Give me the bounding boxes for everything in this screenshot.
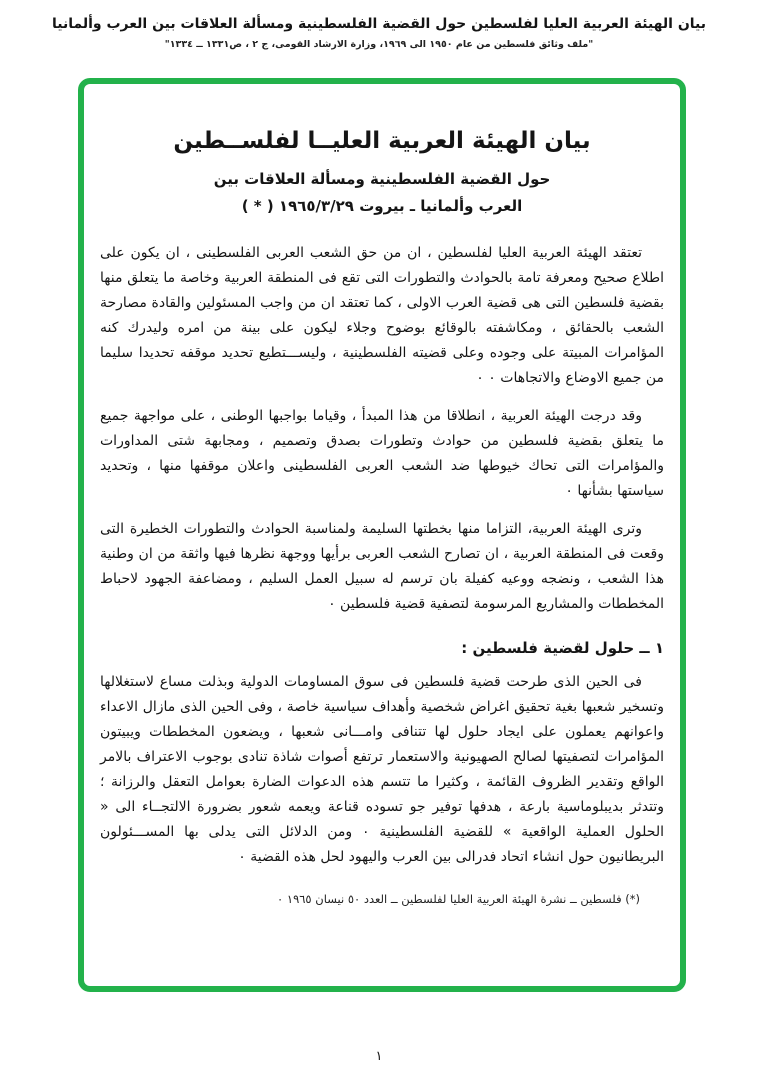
document-title: بيان الهيئة العربية العليــا لفلســطين [173,128,591,154]
document-subtitle-line1: حول القضية الفلسطينية ومسألة العلاقات بين [213,170,551,188]
citation-header [0,16,758,50]
body-paragraph-2: وقد درجت الهيئة العربية ، انطلاقا من هذا المبدأ ، وقياما بواجبها الوطنى ، على مواجهة جميع ما يتعلق بقضية فلسطين من حوادث وتطورات بصدق وتصميم ، ومجابهة شتى المداورات والمؤامرات التى تحاك خيوطها ضد الشعب العربى الفلسطينى واعلان موقفها منها ، وتحديد سياستها بشأنها ٠ [100,408,664,499]
section-1-heading: ١ ــ حلول لقضية فلسطين : [461,639,664,657]
citation-title: بيان الهيئة العربية العليا لفلسطين حول القضية الفلسطينية ومسألة العلاقات بين العرب وألمانيا [51,16,707,32]
document-green-frame [78,78,686,992]
citation-source: "ملف وثائق فلسطين من عام ١٩٥٠ الى ١٩٦٩، وزارة الارشاد القومى، ج ٢ ، ص١٣٣١ ــ ١٣٣٤" [164,39,594,50]
document-subtitle-line2: العرب وألمانيا ـ بيروت ١٩٦٥/٣/٢٩ ( * ) [241,197,523,215]
footnote: (*) فلسطين ــ نشرة الهيئة العربية العليا لفلسطين ــ العدد ٥٠ نيسان ١٩٦٥ ٠ [277,892,640,906]
body-paragraph-3: وترى الهيئة العربية، التزاما منها بخطتها السليمة ولمناسبة الحوادث والتطورات الخطيرة التى وقعت فى المنطقة العربية ، ان تصارح الشعب العربى برأيها ووجهة نظرها فيها واثقة من ان وطنية هذا الشعب ، ونضجه ووعيه كفيلة بان ترسم له سبيل العمل السليم ، ومضاعفة الجهود لاحباط المخططات والمشاريع المرسومة لتصفية قضية فلسطين ٠ [100,521,664,612]
body-paragraph-1: تعتقد الهيئة العربية العليا لفلسطين ، ان من حق الشعب العربى الفلسطينى ، ان يكون على اطلاع صحيح ومعرفة تامة بالحوادث والتطورات التى تقع فى المنطقة العربية وخاصة ما يتعلق منها بقضية فلسطين التى هى قضية العرب الاولى ، كما تعتقد ان من واجب المسئولين والقادة مصارحة الشعب بالحقائق ، ومكاشفته بالوقائع بوضوح وجلاء ليكون على بينة من امره وليدرك كنه المؤامرات المبيتة على وجوده وعلى قضيته الفلسطينية ، وليســـتطيع تحديد موقفه تحديدا سليما من جميع الاوضاع والاتجاهات ٠ ٠ [100,245,664,386]
section-1-paragraph: فى الحين الذى طرحت قضية فلسطين فى سوق المساومات الدولية وبذلت مساع لاستغلالها وتسخير شعبها بغية تحقيق اغراض شخصية وأهداف سياسية خاصة ، وفى الحين الذى مازال الاعداء واعوانهم يعملون على ايجاد حلول لها تتنافى وامـــانى شعبها ، ويضعون المخططات ويبيتون المؤامرات لتصفيتها لصالح الصهيونية والاستعمار ترتفع أصوات شاذة تنادى بوجوب الاعتراف بالامر الواقع وتقدير الظروف القائمة ، وكثيرا ما تتسم هذه الدعوات الضارة بعوامل التعقل والرزانة ؛ وتتدثر بديبلوماسية بارعة ، هدفها توفير جو تسوده قناعة ويعمه شعور بضرورة الالتجــاء الى « الحلول العملية الواقعية » للقضية الفلسطينية ٠ ومن الدلائل التى يدلى بها المســـئولون البريطانيون حول انشاء اتحاد فدرالى بين العرب واليهود لحل هذه القضية ٠ [100,674,664,865]
page-number: ١ [375,1049,383,1064]
